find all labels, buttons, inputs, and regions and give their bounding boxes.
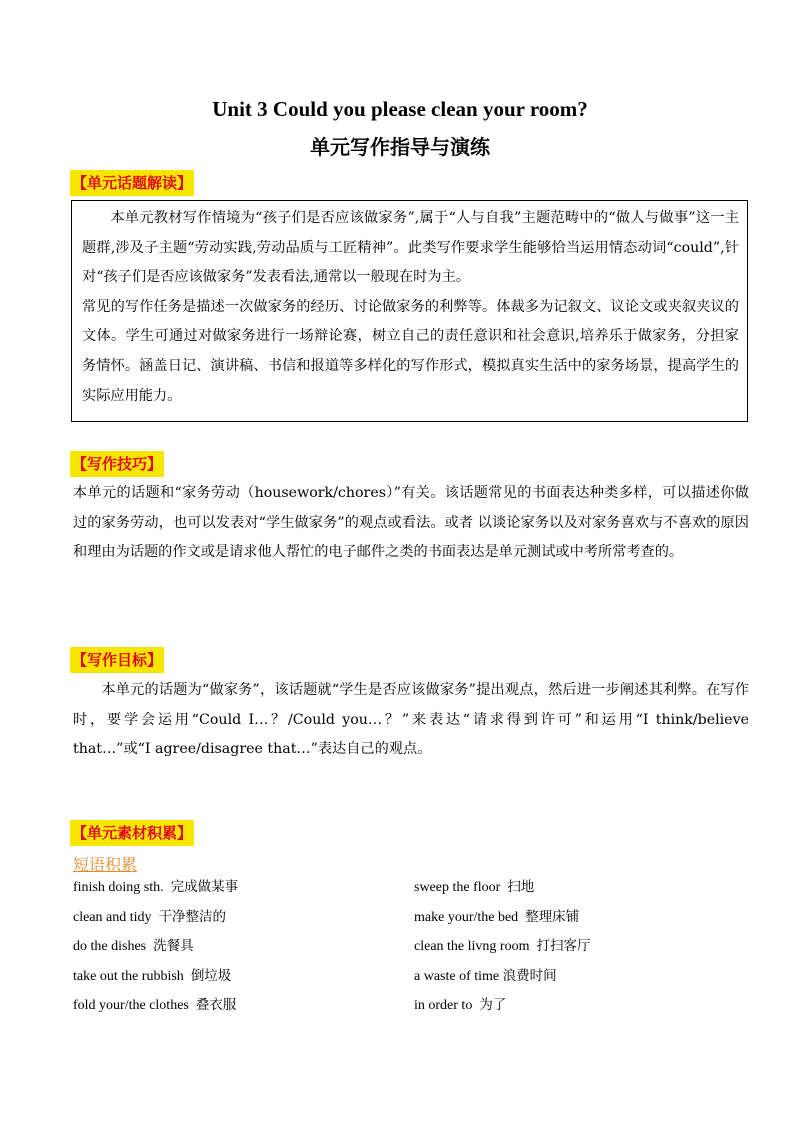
phrase-left: fold your/the clothes 叠衣服	[73, 997, 237, 1013]
skills-body	[73, 479, 749, 568]
phrase-row	[73, 935, 753, 965]
phrase-right: a waste of time 浪费时间	[414, 967, 557, 984]
phrase-left: finish doing sth. 完成做某事	[73, 879, 239, 895]
topic-paragraph-1: 本单元教材写作情境为“孩子们是否应该做家务”,属于“人与自我”主题范畴中的“做人与做事”这一主题群,涉及子主题“劳动实践,劳动品质与工匠精神”。此类写作要求学生能够恰当运用情态动词“could”,针对“孩子们是否应该做家务”发表看法,通常以一般现在时为主。	[82, 210, 739, 286]
phrase-row	[73, 906, 753, 936]
phrase-left: clean and tidy 干净整洁的	[73, 908, 227, 925]
phrases-subheading: 短语积累	[73, 855, 138, 874]
skills-paragraph: 本单元的话题和“家务劳动（housework/chores）”有关。该话题常见的书面表达种类多样，可以描述你做过的家务劳动，也可以发表对“学生做家务”的观点或看法。或者 以谈论家务以及对家务喜欢与不喜欢的原因和理由为话题的作文或是请求他人帮忙的电子邮件之类的书面表达是单元测试或中考所常考查的。	[73, 485, 749, 561]
section-heading-goals: 【写作目标】	[70, 647, 164, 673]
section-heading-skills: 【写作技巧】	[70, 451, 164, 477]
phrase-left: take out the rubbish 倒垃圾	[73, 967, 232, 984]
topic-paragraph-2: 常见的写作任务是描述一次做家务的经历、讨论做家务的利弊等。体裁多为记叙文、议论文或夹叙夹议的文体。学生可通过对做家务进行一场辩论赛，树立自己的责任意识和社会意识,培养乐于做家务，分担家务情怀。涵盖日记、演讲稿、书信和报道等多样化的写作形式，模拟真实生活中的家务场景，提高学生的实际应用能力。	[82, 298, 739, 404]
phrase-row	[73, 876, 753, 906]
phrase-right: sweep the floor 扫地	[414, 879, 535, 895]
goals-paragraph: 本单元的话题为“做家务”，该话题就“学生是否应该做家务”提出观点，然后进一步阐述其利弊。在写作时，要学会运用“Could I…？/Could you…？”来表达“请求得到许可”和运用“I think/believe that…”或“I agree/disagree that…”表达自己的观点。	[73, 682, 749, 758]
page-title-english: Unit 3 Could you please clean your room?	[212, 97, 588, 121]
phrase-right: in order to 为了	[414, 997, 507, 1013]
section-heading-material: 【单元素材积累】	[70, 820, 194, 846]
section-heading-topic: 【单元话题解读】	[70, 170, 194, 196]
page-title-chinese: 单元写作指导与演练	[310, 135, 490, 159]
goals-body	[73, 676, 749, 765]
topic-box	[71, 200, 748, 422]
phrase-row	[73, 965, 753, 995]
phrase-right: clean the livng room 打扫客厅	[414, 938, 591, 954]
phrase-row	[73, 994, 753, 1024]
phrase-left: do the dishes 洗餐具	[73, 938, 194, 954]
phrase-list	[73, 876, 753, 1024]
phrase-right: make your/the bed 整理床铺	[414, 908, 580, 925]
